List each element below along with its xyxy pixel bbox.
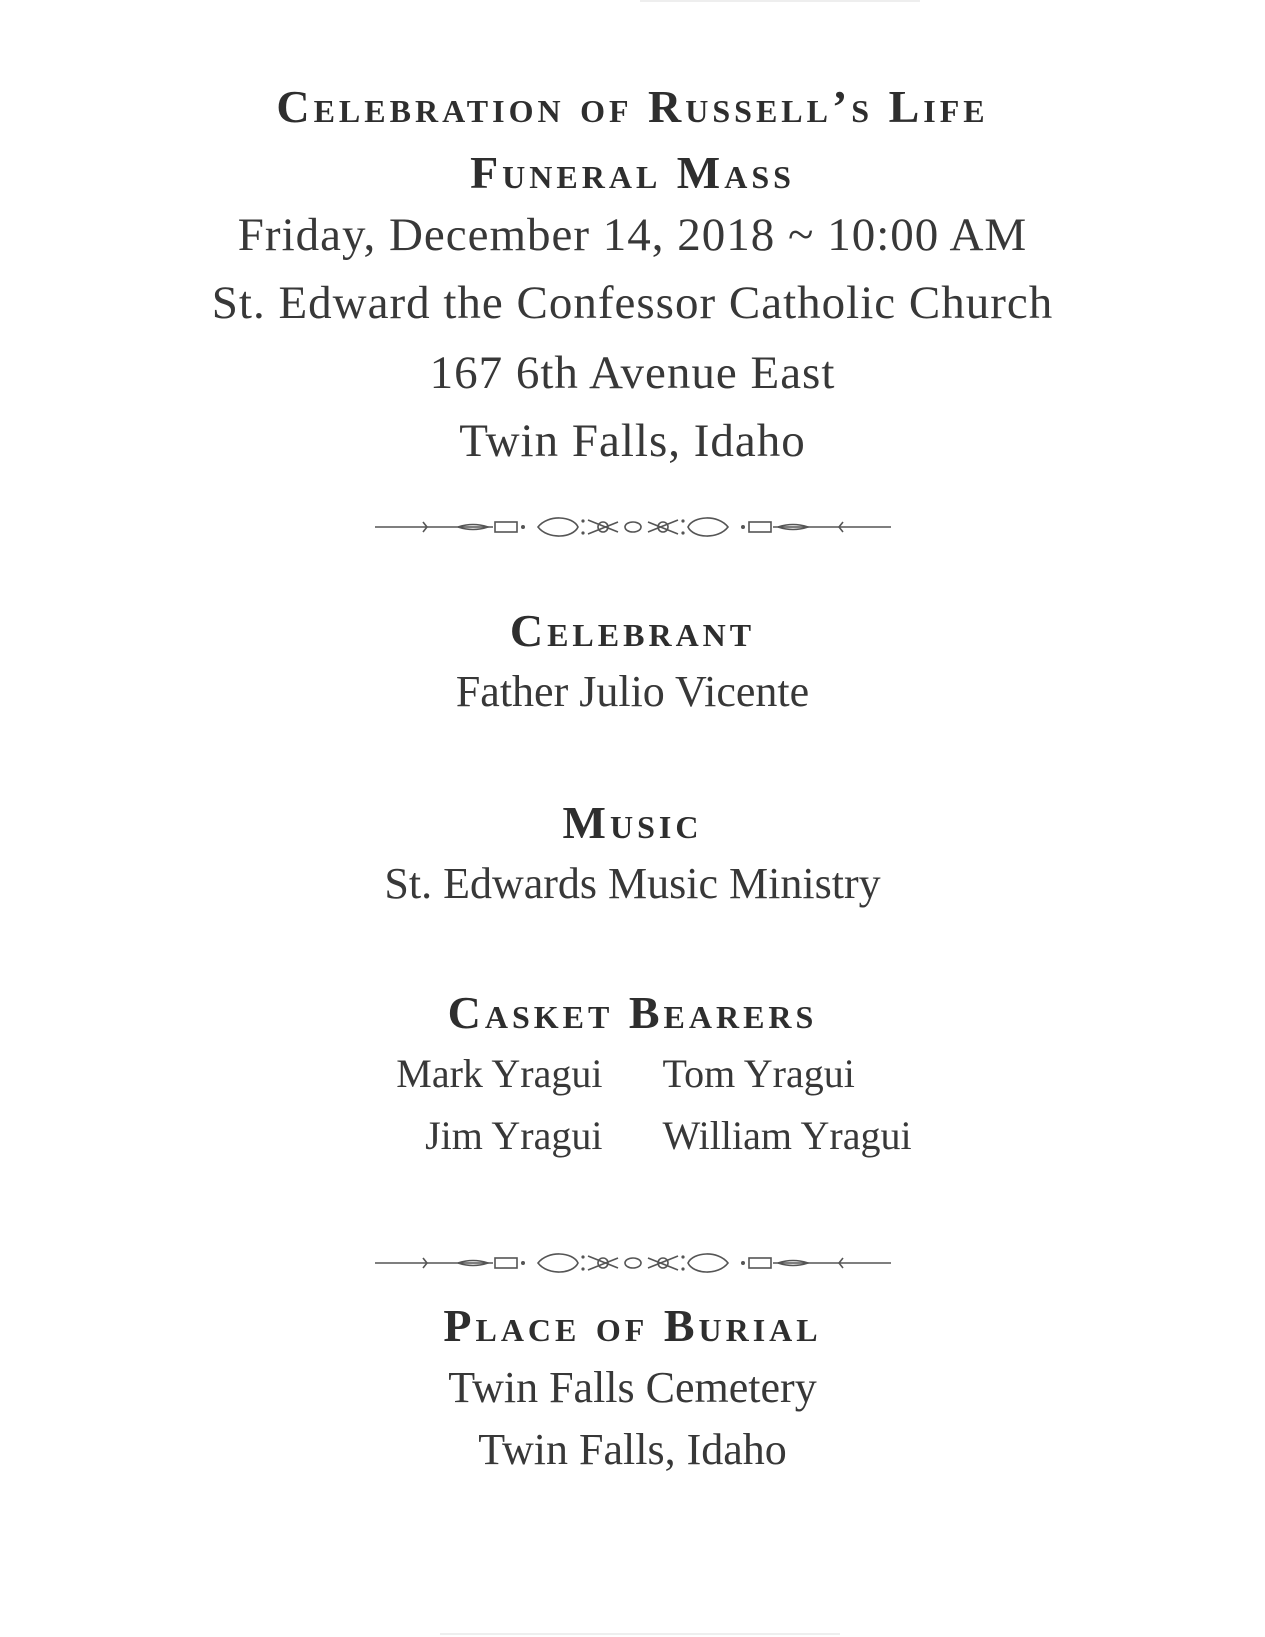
celebrant-heading: Celebrant: [509, 605, 756, 656]
service-date-time: Friday, December 14, 2018 ~ 10:00 AM: [237, 209, 1028, 261]
music-ministry: St. Edwards Music Ministry: [384, 859, 881, 908]
church-city: Twin Falls, Idaho: [459, 415, 806, 467]
scan-edge-top: [640, 0, 920, 2]
bearer-name: William Yragui: [662, 1113, 912, 1158]
burial-heading: Place of Burial: [443, 1300, 822, 1351]
program-title: Celebration of Russell’s Life: [276, 81, 989, 132]
program-subtitle: Funeral Mass: [470, 147, 795, 198]
bearer-name: Tom Yragui: [662, 1051, 855, 1096]
bearer-name: Mark Yragui: [396, 1051, 603, 1096]
ornamental-divider-icon: [373, 512, 893, 542]
burial-city: Twin Falls, Idaho: [478, 1425, 787, 1474]
church-address: 167 6th Avenue East: [429, 347, 836, 399]
bearer-name: Jim Yragui: [425, 1113, 603, 1158]
casket-bearers-list: [0, 1051, 1265, 1178]
celebrant-name: Father Julio Vicente: [455, 667, 810, 716]
church-name: St. Edward the Confessor Catholic Church: [211, 277, 1054, 329]
burial-place: Twin Falls Cemetery: [448, 1363, 817, 1412]
music-heading: Music: [562, 797, 703, 848]
casket-bearers-heading: Casket Bearers: [447, 987, 818, 1038]
scan-edge-bottom: [440, 1633, 840, 1635]
ornamental-divider-icon: [373, 1248, 893, 1278]
